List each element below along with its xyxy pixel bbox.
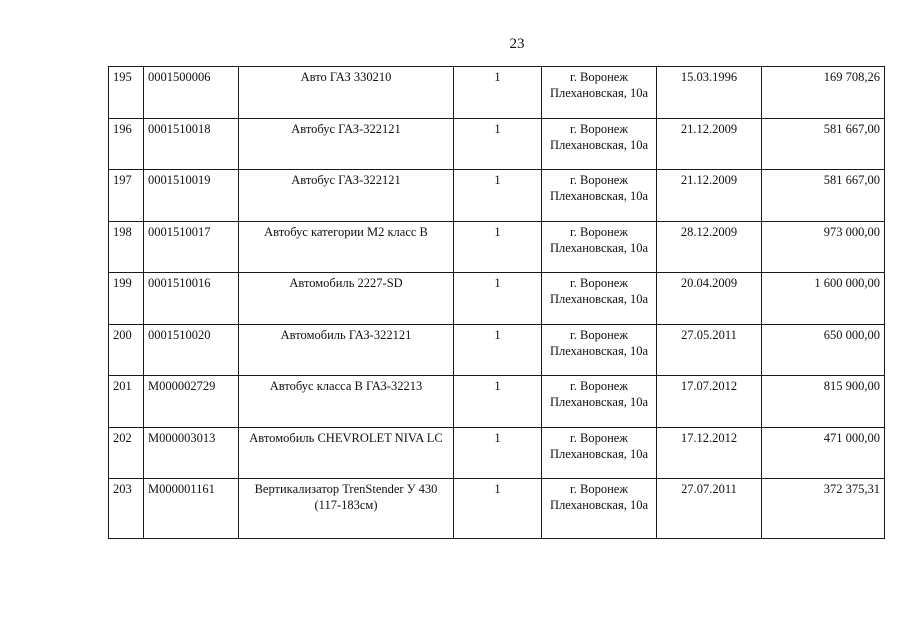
table-row [109, 273, 885, 325]
row-number-cell: 198 [109, 221, 144, 273]
asset-name-cell: Автобус класса В ГАЗ-32213 [239, 376, 454, 428]
date-cell: 20.04.2009 [657, 273, 762, 325]
address-city: г. Воронеж [570, 482, 628, 496]
address-cell [542, 376, 657, 428]
inventory-code-cell: 0001510020 [144, 324, 239, 376]
asset-name-cell: Автобус ГАЗ-322121 [239, 170, 454, 222]
table-row [109, 324, 885, 376]
inventory-code-cell: 0001500006 [144, 67, 239, 119]
table-row [109, 376, 885, 428]
row-number-cell: 200 [109, 324, 144, 376]
address-city: г. Воронеж [570, 224, 628, 239]
date-cell: 15.03.1996 [657, 67, 762, 119]
address-cell [542, 479, 657, 539]
table-row [109, 479, 885, 539]
address-city: г. Воронеж [570, 70, 628, 84]
address-cell [542, 221, 657, 273]
asset-name-cell: Автомобиль 2227-SD [239, 273, 454, 325]
asset-name-cell: Автомобиль ГАЗ-322121 [239, 324, 454, 376]
quantity-cell: 1 [454, 273, 542, 325]
inventory-code-cell: 0001510019 [144, 170, 239, 222]
quantity-cell: 1 [454, 170, 542, 222]
row-number-cell: 202 [109, 427, 144, 479]
address-street: Плехановская, 10а [549, 189, 649, 203]
asset-name-cell: Авто ГАЗ 330210 [239, 67, 454, 119]
asset-name-cell: Автобус категории М2 класс В [239, 221, 454, 273]
address-street: Плехановская, 10а [549, 446, 649, 461]
quantity-cell: 1 [454, 376, 542, 428]
date-cell: 28.12.2009 [657, 221, 762, 273]
table-row [109, 67, 885, 119]
address-cell [542, 170, 657, 222]
inventory-code-cell: 0001510017 [144, 221, 239, 273]
date-cell: 27.07.2011 [657, 479, 762, 539]
amount-cell: 815 900,00 [762, 376, 885, 428]
row-number-cell: 199 [109, 273, 144, 325]
address-cell [542, 118, 657, 170]
address-city: г. Воронеж [570, 121, 628, 136]
amount-cell: 169 708,26 [762, 67, 885, 119]
inventory-code-cell: М000003013 [144, 427, 239, 479]
amount-cell: 581 667,00 [762, 170, 885, 222]
date-cell: 17.12.2012 [657, 427, 762, 479]
inventory-code-cell: 0001510018 [144, 118, 239, 170]
amount-cell: 581 667,00 [762, 118, 885, 170]
address-city: г. Воронеж [570, 327, 628, 342]
asset-name-cell: Автомобиль CHEVROLET NIVA LC [239, 427, 454, 479]
quantity-cell: 1 [454, 118, 542, 170]
address-street: Плехановская, 10а [549, 498, 649, 512]
quantity-cell: 1 [454, 221, 542, 273]
table-row [109, 170, 885, 222]
quantity-cell: 1 [454, 67, 542, 119]
address-street: Плехановская, 10а [549, 343, 649, 358]
date-cell: 21.12.2009 [657, 170, 762, 222]
amount-cell: 372 375,31 [762, 479, 885, 539]
address-street: Плехановская, 10а [549, 292, 649, 306]
quantity-cell: 1 [454, 324, 542, 376]
address-city: г. Воронеж [570, 379, 628, 393]
quantity-cell: 1 [454, 479, 542, 539]
address-street: Плехановская, 10а [549, 137, 649, 152]
date-cell: 21.12.2009 [657, 118, 762, 170]
asset-registry-table [108, 66, 885, 539]
asset-name-cell: Вертикализатор TrenStender У 430 (117-183см) [239, 479, 454, 539]
address-cell [542, 324, 657, 376]
asset-name-cell: Автобус ГАЗ-322121 [239, 118, 454, 170]
table-row [109, 221, 885, 273]
amount-cell: 973 000,00 [762, 221, 885, 273]
table-row [109, 118, 885, 170]
address-city: г. Воронеж [570, 276, 628, 290]
address-street: Плехановская, 10а [549, 86, 649, 100]
amount-cell: 471 000,00 [762, 427, 885, 479]
address-cell [542, 67, 657, 119]
row-number-cell: 203 [109, 479, 144, 539]
address-cell [542, 273, 657, 325]
row-number-cell: 195 [109, 67, 144, 119]
row-number-cell: 196 [109, 118, 144, 170]
amount-cell: 1 600 000,00 [762, 273, 885, 325]
inventory-code-cell: М000002729 [144, 376, 239, 428]
row-number-cell: 197 [109, 170, 144, 222]
address-cell [542, 427, 657, 479]
quantity-cell: 1 [454, 427, 542, 479]
date-cell: 27.05.2011 [657, 324, 762, 376]
row-number-cell: 201 [109, 376, 144, 428]
inventory-code-cell: 0001510016 [144, 273, 239, 325]
amount-cell: 650 000,00 [762, 324, 885, 376]
date-cell: 17.07.2012 [657, 376, 762, 428]
address-street: Плехановская, 10а [549, 395, 649, 409]
address-city: г. Воронеж [570, 173, 628, 187]
address-street: Плехановская, 10а [549, 240, 649, 255]
table-row [109, 427, 885, 479]
address-city: г. Воронеж [570, 430, 628, 445]
page-number: 23 [509, 36, 525, 52]
inventory-code-cell: М000001161 [144, 479, 239, 539]
